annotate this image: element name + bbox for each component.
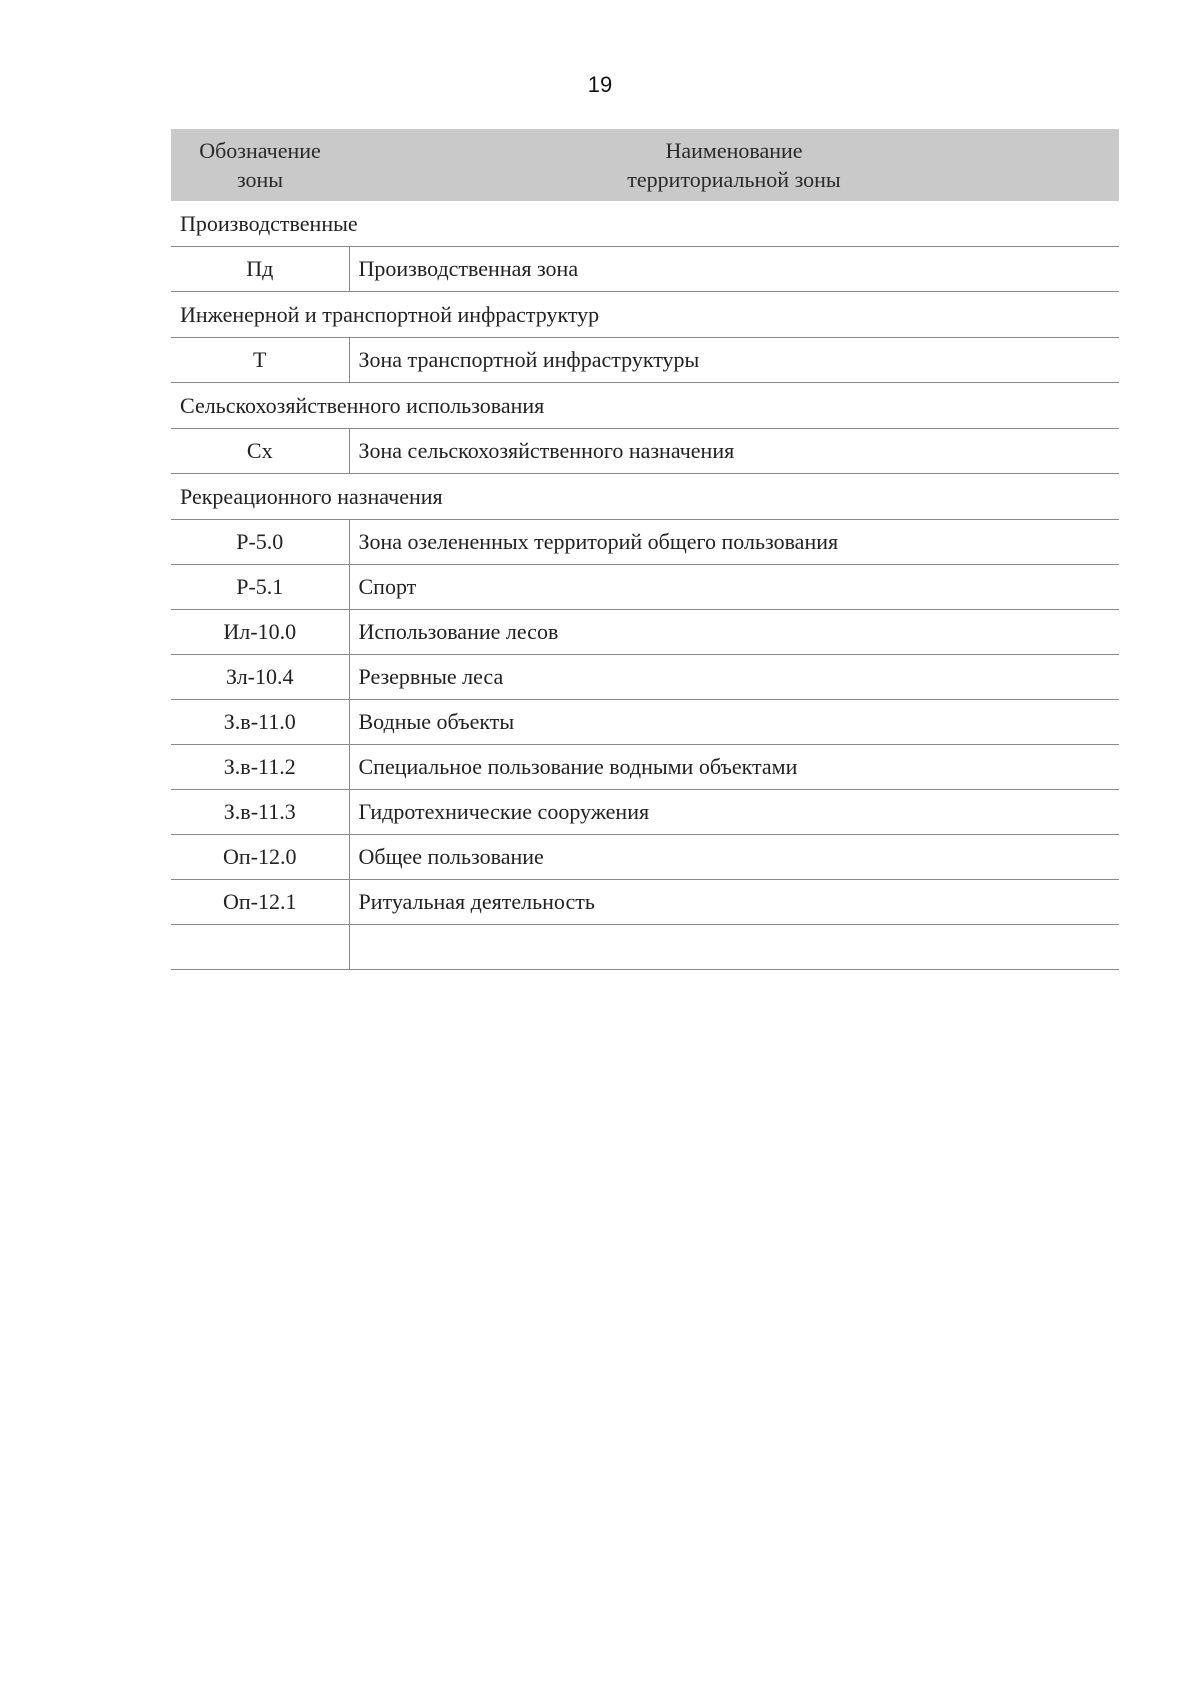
zone-name-cell: Резервные леса [349, 655, 1119, 700]
zone-code-cell: Оп-12.1 [171, 880, 349, 925]
table-row [171, 520, 1119, 565]
zone-code-cell: Ил-10.0 [171, 610, 349, 655]
zone-code-cell: Р-5.1 [171, 565, 349, 610]
zone-name-cell: Производственная зона [349, 247, 1119, 292]
zone-code-cell: Пд [171, 247, 349, 292]
zone-name-cell: Общее пользование [349, 835, 1119, 880]
table-row [171, 655, 1119, 700]
zone-code-cell: Сх [171, 429, 349, 474]
table-row [171, 880, 1119, 925]
section-row [171, 201, 1119, 247]
zone-code-cell: З.в-11.2 [171, 745, 349, 790]
section-title: Производственные [171, 201, 1119, 247]
zone-code-cell: Оп-12.0 [171, 835, 349, 880]
section-title: Рекреационного назначения [171, 474, 1119, 520]
header-code-line: зоны [236, 167, 284, 192]
table-row [171, 700, 1119, 745]
zone-name-cell: Зона сельскохозяйственного назначения [349, 429, 1119, 474]
table-body [171, 201, 1119, 970]
section-row [171, 474, 1119, 520]
table-row [171, 565, 1119, 610]
zone-name-cell: Ритуальная деятельность [349, 880, 1119, 925]
zone-code-cell: З.в-11.3 [171, 790, 349, 835]
zone-name-cell: Гидротехнические сооружения [349, 790, 1119, 835]
section-title: Сельскохозяйственного использования [171, 383, 1119, 429]
table-row [171, 247, 1119, 292]
zone-name-cell: Использование лесов [349, 610, 1119, 655]
section-title: Инженерной и транспортной инфраструктур [171, 292, 1119, 338]
zone-name-cell: Специальное пользование водными объектами [349, 745, 1119, 790]
table-row [171, 925, 1119, 970]
zone-name-cell: Зона транспортной инфраструктуры [349, 338, 1119, 383]
section-row [171, 383, 1119, 429]
zones-table [171, 129, 1119, 970]
header-code-line: Обозначение [199, 138, 321, 163]
zone-code-cell: Р-5.0 [171, 520, 349, 565]
header-name-line: территориальной зоны [627, 167, 841, 192]
page-number: 19 [587, 72, 613, 97]
header-name [349, 129, 1119, 201]
section-row [171, 292, 1119, 338]
table-row [171, 790, 1119, 835]
table-row [171, 429, 1119, 474]
zone-name-cell: Зона озелененных территорий общего пользования [349, 520, 1119, 565]
header-code [171, 129, 349, 201]
zone-name-cell [349, 925, 1119, 970]
header-name-line: Наименование [665, 138, 803, 163]
table-header [171, 129, 1119, 201]
table-row [171, 338, 1119, 383]
header-row [171, 129, 1119, 201]
zone-code-cell [171, 925, 349, 970]
zone-code-cell: З.в-11.0 [171, 700, 349, 745]
table-row [171, 835, 1119, 880]
zone-name-cell: Спорт [349, 565, 1119, 610]
zone-code-cell: Зл-10.4 [171, 655, 349, 700]
zone-name-cell: Водные объекты [349, 700, 1119, 745]
table-row [171, 610, 1119, 655]
table-row [171, 745, 1119, 790]
zone-code-cell: Т [171, 338, 349, 383]
